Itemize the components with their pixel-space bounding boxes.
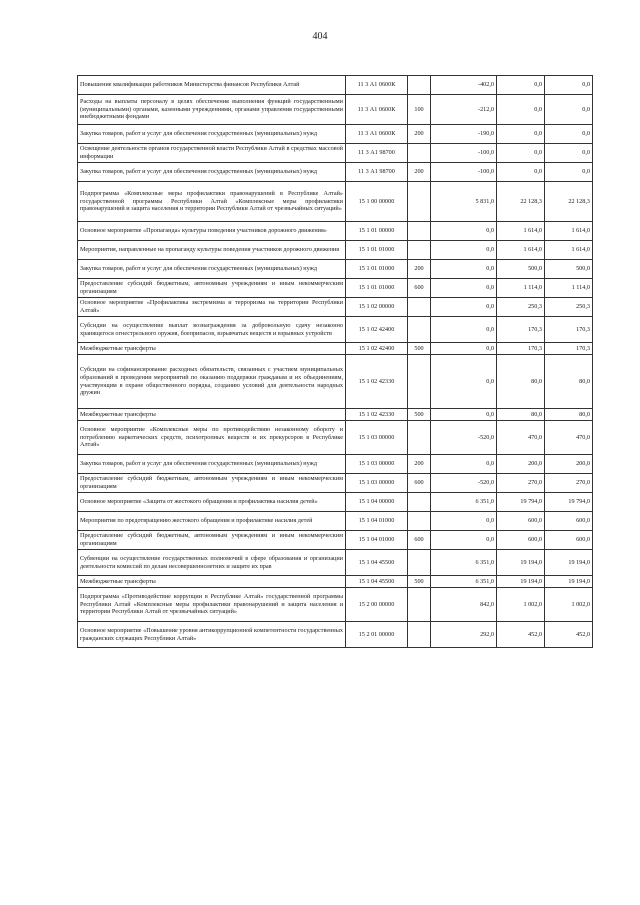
row-amount-year2: 1 614,0 bbox=[497, 222, 545, 241]
row-amount-year2: 0,0 bbox=[497, 76, 545, 95]
table-row bbox=[78, 421, 593, 455]
row-name: Межбюджетные трансферты bbox=[78, 343, 346, 355]
row-amount-change: -100,0 bbox=[431, 144, 497, 163]
row-expense-type bbox=[408, 182, 431, 222]
row-amount-year3: 80,0 bbox=[545, 409, 593, 421]
row-expense-type bbox=[408, 241, 431, 260]
row-code: 15 1 01 00000 bbox=[346, 222, 408, 241]
row-name: Мероприятия по предотвращению жестокого обращения и профилактике насилия детей bbox=[78, 512, 346, 531]
row-expense-type: 500 bbox=[408, 343, 431, 355]
row-expense-type: 600 bbox=[408, 474, 431, 493]
row-code: 15 1 02 00000 bbox=[346, 298, 408, 317]
row-amount-year2: 600,0 bbox=[497, 531, 545, 550]
table-row bbox=[78, 355, 593, 409]
row-code: 15 2 01 00000 bbox=[346, 622, 408, 648]
table-row bbox=[78, 298, 593, 317]
table-row bbox=[78, 95, 593, 125]
row-amount-year3: 0,0 bbox=[545, 95, 593, 125]
row-amount-change: 0,0 bbox=[431, 409, 497, 421]
row-code: 11 3 А1 0600К bbox=[346, 76, 408, 95]
row-name: Предоставление субсидий бюджетным, автономным учреждениям и иным некоммерческим организациям bbox=[78, 474, 346, 493]
row-expense-type bbox=[408, 222, 431, 241]
row-amount-year3: 170,3 bbox=[545, 317, 593, 343]
row-amount-year2: 19 194,0 bbox=[497, 576, 545, 588]
row-name: Подпрограмма «Противодействие коррупции в Республике Алтай» государственной программы Республики Алтай «Комплексные меры профилактики правонарушений и защита населения и территории Республики Алтай от чрезвычайных ситуаций» bbox=[78, 588, 346, 622]
row-code: 15 1 02 42330 bbox=[346, 355, 408, 409]
table-row bbox=[78, 622, 593, 648]
row-amount-change: -520,0 bbox=[431, 421, 497, 455]
row-expense-type bbox=[408, 512, 431, 531]
table-row bbox=[78, 576, 593, 588]
row-expense-type bbox=[408, 421, 431, 455]
row-code: 15 1 04 01000 bbox=[346, 531, 408, 550]
table-row bbox=[78, 125, 593, 144]
row-amount-year3: 80,0 bbox=[545, 355, 593, 409]
row-amount-year3: 250,3 bbox=[545, 298, 593, 317]
row-expense-type bbox=[408, 76, 431, 95]
row-amount-year2: 0,0 bbox=[497, 125, 545, 144]
row-amount-change: 0,0 bbox=[431, 512, 497, 531]
row-code: 15 1 04 45500 bbox=[346, 576, 408, 588]
row-amount-change: 842,0 bbox=[431, 588, 497, 622]
row-amount-year3: 0,0 bbox=[545, 76, 593, 95]
row-expense-type bbox=[408, 550, 431, 576]
row-amount-change: 0,0 bbox=[431, 241, 497, 260]
row-code: 15 1 02 42330 bbox=[346, 409, 408, 421]
table-row bbox=[78, 512, 593, 531]
row-amount-year2: 80,0 bbox=[497, 355, 545, 409]
row-amount-year3: 500,0 bbox=[545, 260, 593, 279]
row-code: 15 1 04 01000 bbox=[346, 512, 408, 531]
row-expense-type: 200 bbox=[408, 163, 431, 182]
table-row bbox=[78, 182, 593, 222]
table-row bbox=[78, 531, 593, 550]
table-row bbox=[78, 279, 593, 298]
table-row bbox=[78, 455, 593, 474]
row-expense-type: 200 bbox=[408, 260, 431, 279]
row-amount-year3: 19 794,0 bbox=[545, 493, 593, 512]
row-name: Субвенции на осуществление государственных полномочий в сфере образования и организации деятельности комиссий по делам несовершеннолетних и защите их прав bbox=[78, 550, 346, 576]
row-expense-type: 200 bbox=[408, 455, 431, 474]
row-name: Основное мероприятие «Повышение уровня антикоррупционной компетентности государственных гражданских служащих Республики Алтай» bbox=[78, 622, 346, 648]
row-amount-year2: 500,0 bbox=[497, 260, 545, 279]
row-amount-year2: 0,0 bbox=[497, 144, 545, 163]
row-amount-year3: 200,0 bbox=[545, 455, 593, 474]
row-amount-year2: 22 128,3 bbox=[497, 182, 545, 222]
row-name: Повышение квалификации работников Министерства финансов Республики Алтай bbox=[78, 76, 346, 95]
row-code: 15 1 04 00000 bbox=[346, 493, 408, 512]
row-amount-year2: 1 002,0 bbox=[497, 588, 545, 622]
row-amount-change: 0,0 bbox=[431, 298, 497, 317]
row-amount-change: -212,0 bbox=[431, 95, 497, 125]
row-amount-change: 0,0 bbox=[431, 455, 497, 474]
row-amount-year3: 470,0 bbox=[545, 421, 593, 455]
table-row bbox=[78, 163, 593, 182]
row-code: 15 1 01 01000 bbox=[346, 279, 408, 298]
table-row bbox=[78, 474, 593, 493]
row-name: Закупка товаров, работ и услуг для обеспечения государственных (муниципальных) нужд bbox=[78, 455, 346, 474]
row-expense-type: 500 bbox=[408, 576, 431, 588]
row-amount-year3: 452,0 bbox=[545, 622, 593, 648]
row-amount-year3: 0,0 bbox=[545, 125, 593, 144]
row-amount-year2: 452,0 bbox=[497, 622, 545, 648]
row-amount-year3: 1 614,0 bbox=[545, 222, 593, 241]
row-name: Закупка товаров, работ и услуг для обеспечения государственных (муниципальных) нужд bbox=[78, 260, 346, 279]
row-amount-year2: 1 614,0 bbox=[497, 241, 545, 260]
row-code: 15 1 03 00000 bbox=[346, 421, 408, 455]
row-code: 15 1 02 42400 bbox=[346, 317, 408, 343]
row-amount-year3: 22 128,3 bbox=[545, 182, 593, 222]
row-amount-year2: 170,3 bbox=[497, 317, 545, 343]
table-row bbox=[78, 76, 593, 95]
row-amount-year3: 170,3 bbox=[545, 343, 593, 355]
row-amount-change: 6 351,0 bbox=[431, 576, 497, 588]
row-code: 15 1 02 42400 bbox=[346, 343, 408, 355]
row-expense-type bbox=[408, 588, 431, 622]
row-code: 15 1 04 45500 bbox=[346, 550, 408, 576]
row-amount-year2: 170,3 bbox=[497, 343, 545, 355]
row-code: 15 1 01 01000 bbox=[346, 260, 408, 279]
table-row bbox=[78, 550, 593, 576]
row-amount-change: 0,0 bbox=[431, 343, 497, 355]
row-code: 11 3 А1 0600К bbox=[346, 95, 408, 125]
row-name: Подпрограмма «Комплексные меры профилактики правонарушений в Республике Алтай» государственной программы Республики Алтай «Комплексные меры профилактики правонарушений и защита населения и территории Республики Алтай от чрезвычайных ситуаций» bbox=[78, 182, 346, 222]
row-amount-year3: 0,0 bbox=[545, 163, 593, 182]
row-amount-year2: 1 114,0 bbox=[497, 279, 545, 298]
row-code: 15 1 00 00000 bbox=[346, 182, 408, 222]
row-code: 11 3 А1 0600К bbox=[346, 125, 408, 144]
row-expense-type bbox=[408, 317, 431, 343]
row-amount-year3: 0,0 bbox=[545, 144, 593, 163]
row-expense-type: 600 bbox=[408, 279, 431, 298]
row-amount-year3: 1 114,0 bbox=[545, 279, 593, 298]
row-name: Освещение деятельности органов государственной власти Республики Алтай в средствах массовой информации bbox=[78, 144, 346, 163]
row-amount-year3: 1 614,0 bbox=[545, 241, 593, 260]
row-amount-year3: 19 194,0 bbox=[545, 550, 593, 576]
row-amount-year2: 80,0 bbox=[497, 409, 545, 421]
row-amount-year2: 200,0 bbox=[497, 455, 545, 474]
row-amount-year3: 600,0 bbox=[545, 512, 593, 531]
table-row bbox=[78, 588, 593, 622]
row-amount-change: 0,0 bbox=[431, 531, 497, 550]
row-amount-change: 0,0 bbox=[431, 222, 497, 241]
row-name: Межбюджетные трансферты bbox=[78, 576, 346, 588]
table-row bbox=[78, 144, 593, 163]
row-expense-type bbox=[408, 493, 431, 512]
row-expense-type bbox=[408, 298, 431, 317]
row-amount-year3: 19 194,0 bbox=[545, 576, 593, 588]
table-row bbox=[78, 222, 593, 241]
row-expense-type bbox=[408, 355, 431, 409]
row-amount-change: 0,0 bbox=[431, 260, 497, 279]
row-amount-change: 0,0 bbox=[431, 317, 497, 343]
budget-table-body bbox=[78, 76, 593, 648]
row-name: Закупка товаров, работ и услуг для обеспечения государственных (муниципальных) нужд bbox=[78, 163, 346, 182]
row-expense-type: 600 bbox=[408, 531, 431, 550]
row-name: Закупка товаров, работ и услуг для обеспечения государственных (муниципальных) нужд bbox=[78, 125, 346, 144]
row-amount-year2: 600,0 bbox=[497, 512, 545, 531]
row-expense-type: 200 bbox=[408, 125, 431, 144]
row-expense-type: 100 bbox=[408, 95, 431, 125]
row-amount-change: 292,0 bbox=[431, 622, 497, 648]
row-name: Основное мероприятие «Профилактика экстремизма и терроризма на территории Республики Алтай» bbox=[78, 298, 346, 317]
row-name: Основное мероприятие «Комплексные меры по противодействию незаконному обороту и потреблению наркотических средств, психотропных веществ и их прекурсоров в Республике Алтай» bbox=[78, 421, 346, 455]
table-row bbox=[78, 343, 593, 355]
row-code: 15 1 03 00000 bbox=[346, 455, 408, 474]
row-amount-change: 0,0 bbox=[431, 355, 497, 409]
budget-table bbox=[77, 75, 593, 648]
row-amount-year2: 19 194,0 bbox=[497, 550, 545, 576]
row-name: Субсидии на софинансирование расходных обязательств, связанных с участием муниципальных образований в проведении мероприятий по оказанию поддержки гражданам и их объединениям, участвующим в охране общественного порядка, созданию условий для деятельности народных дружин bbox=[78, 355, 346, 409]
row-name: Основное мероприятие «Пропаганда» культуры поведения участников дорожного движения» bbox=[78, 222, 346, 241]
row-expense-type: 500 bbox=[408, 409, 431, 421]
table-row bbox=[78, 317, 593, 343]
row-amount-change: -402,0 bbox=[431, 76, 497, 95]
row-code: 11 3 А1 98700 bbox=[346, 144, 408, 163]
row-code: 15 1 01 01000 bbox=[346, 241, 408, 260]
row-name: Субсидии на осуществление выплат вознаграждения за добровольную сдачу незаконно хранящегося огнестрельного оружия, боеприпасов, взрывчатых веществ и взрывных устройств bbox=[78, 317, 346, 343]
row-amount-change: 6 351,0 bbox=[431, 550, 497, 576]
row-amount-year2: 0,0 bbox=[497, 95, 545, 125]
row-amount-change: 0,0 bbox=[431, 279, 497, 298]
table-row bbox=[78, 260, 593, 279]
row-amount-year2: 19 794,0 bbox=[497, 493, 545, 512]
page-number: 404 bbox=[312, 31, 328, 42]
row-name: Расходы на выплаты персоналу в целях обеспечения выполнения функций государственными (муниципальными) органами, казенными учреждениями, органами управления государственными внебюджетными фондами bbox=[78, 95, 346, 125]
row-name: Предоставление субсидий бюджетным, автономным учреждениям и иным некоммерческим организациям bbox=[78, 531, 346, 550]
row-amount-change: 6 351,0 bbox=[431, 493, 497, 512]
row-expense-type bbox=[408, 144, 431, 163]
row-name: Мероприятия, направленные на пропаганду культуры поведения участников дорожного движения bbox=[78, 241, 346, 260]
row-amount-year2: 470,0 bbox=[497, 421, 545, 455]
row-amount-change: 5 831,0 bbox=[431, 182, 497, 222]
row-amount-year2: 0,0 bbox=[497, 163, 545, 182]
row-expense-type bbox=[408, 622, 431, 648]
row-amount-change: -190,0 bbox=[431, 125, 497, 144]
row-amount-year3: 270,0 bbox=[545, 474, 593, 493]
row-name: Межбюджетные трансферты bbox=[78, 409, 346, 421]
row-amount-year3: 1 002,0 bbox=[545, 588, 593, 622]
row-amount-year2: 250,3 bbox=[497, 298, 545, 317]
table-row bbox=[78, 493, 593, 512]
table-row bbox=[78, 241, 593, 260]
row-amount-change: -100,0 bbox=[431, 163, 497, 182]
table-row bbox=[78, 409, 593, 421]
row-amount-year2: 270,0 bbox=[497, 474, 545, 493]
row-amount-change: -520,0 bbox=[431, 474, 497, 493]
row-amount-year3: 600,0 bbox=[545, 531, 593, 550]
row-code: 15 2 00 00000 bbox=[346, 588, 408, 622]
row-name: Предоставление субсидий бюджетным, автономным учреждениям и иным некоммерческим организациям bbox=[78, 279, 346, 298]
row-name: Основное мероприятие «Защита от жестокого обращения и профилактика насилия детей» bbox=[78, 493, 346, 512]
row-code: 11 3 А1 98700 bbox=[346, 163, 408, 182]
row-code: 15 1 03 00000 bbox=[346, 474, 408, 493]
